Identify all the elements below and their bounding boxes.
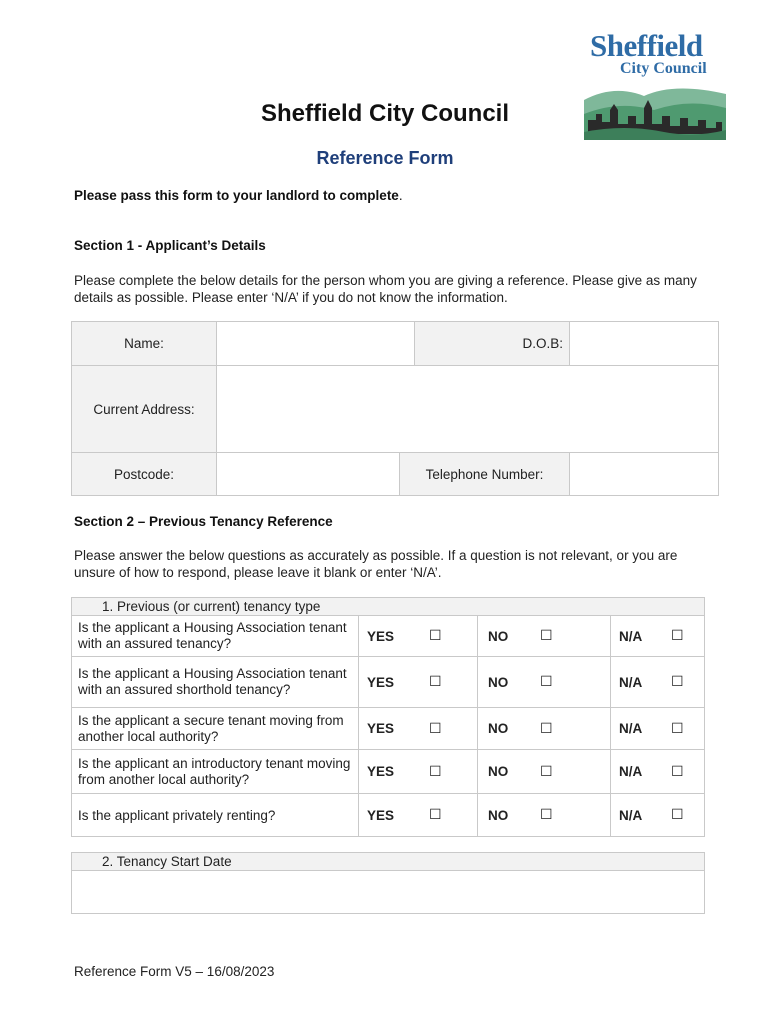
question-1: Is the applicant a Housing Association tenant with an assured tenancy? bbox=[72, 616, 359, 657]
table-row bbox=[72, 708, 705, 750]
no-label: NO bbox=[478, 708, 535, 750]
question-3: Is the applicant a secure tenant moving from another local authority? bbox=[72, 708, 359, 750]
dob-field[interactable] bbox=[570, 322, 719, 366]
yes-label: YES bbox=[359, 794, 424, 837]
no-checkbox-icon[interactable]: ☐ bbox=[534, 794, 611, 837]
na-checkbox-icon[interactable]: ☐ bbox=[665, 657, 705, 708]
section1-heading: Section 1 - Applicant’s Details bbox=[74, 238, 266, 253]
tenancy-start-table bbox=[71, 852, 705, 914]
question-4: Is the applicant an introductory tenant moving from another local authority? bbox=[72, 750, 359, 794]
yes-label: YES bbox=[359, 657, 424, 708]
no-checkbox-icon[interactable]: ☐ bbox=[534, 616, 611, 657]
na-checkbox-icon[interactable]: ☐ bbox=[665, 794, 705, 837]
yes-label: YES bbox=[359, 708, 424, 750]
na-label: N/A bbox=[611, 657, 666, 708]
intro-instruction-text: Please pass this form to your landlord to complete bbox=[74, 188, 399, 203]
table-row bbox=[72, 750, 705, 794]
telephone-field[interactable] bbox=[570, 453, 719, 496]
footer-version: Reference Form V5 – 16/08/2023 bbox=[74, 964, 275, 979]
intro-instruction-end: . bbox=[398, 188, 403, 203]
yes-checkbox-icon[interactable]: ☐ bbox=[423, 616, 478, 657]
question-5: Is the applicant privately renting? bbox=[72, 794, 359, 837]
postcode-field[interactable] bbox=[217, 453, 400, 496]
na-label: N/A bbox=[611, 616, 666, 657]
dob-label: D.O.B: bbox=[415, 322, 570, 366]
no-checkbox-icon[interactable]: ☐ bbox=[534, 750, 611, 794]
table-row bbox=[72, 616, 705, 657]
telephone-label: Telephone Number: bbox=[400, 453, 570, 496]
section2-heading: Section 2 – Previous Tenancy Reference bbox=[74, 514, 333, 529]
table-row bbox=[72, 794, 705, 837]
address-label: Current Address: bbox=[72, 366, 217, 453]
no-label: NO bbox=[478, 794, 535, 837]
q2-header: 2. Tenancy Start Date bbox=[72, 853, 705, 871]
yes-checkbox-icon[interactable]: ☐ bbox=[423, 657, 478, 708]
yes-checkbox-icon[interactable]: ☐ bbox=[423, 750, 478, 794]
no-checkbox-icon[interactable]: ☐ bbox=[534, 657, 611, 708]
applicant-details-table bbox=[71, 321, 719, 496]
tenancy-start-date-field[interactable] bbox=[72, 871, 705, 914]
na-checkbox-icon[interactable]: ☐ bbox=[665, 750, 705, 794]
tenancy-type-table bbox=[71, 597, 705, 837]
yes-label: YES bbox=[359, 616, 424, 657]
na-label: N/A bbox=[611, 708, 666, 750]
table-row bbox=[72, 657, 705, 708]
logo-text-city-council: City Council bbox=[620, 60, 707, 77]
name-label: Name: bbox=[72, 322, 217, 366]
na-checkbox-icon[interactable]: ☐ bbox=[665, 708, 705, 750]
na-label: N/A bbox=[611, 794, 666, 837]
address-field[interactable] bbox=[217, 366, 719, 453]
form-subtitle: Reference Form bbox=[316, 148, 454, 168]
na-label: N/A bbox=[611, 750, 666, 794]
name-field[interactable] bbox=[217, 322, 415, 366]
yes-checkbox-icon[interactable]: ☐ bbox=[423, 794, 478, 837]
logo-text-sheffield: Sheffield bbox=[590, 28, 703, 63]
postcode-label: Postcode: bbox=[72, 453, 217, 496]
section2-description: Please answer the below questions as accurately as possible. If a question is not relevant, or you are unsure of how to respond, please leave it blank or enter ‘N/A’. bbox=[74, 548, 678, 580]
no-checkbox-icon[interactable]: ☐ bbox=[534, 708, 611, 750]
yes-label: YES bbox=[359, 750, 424, 794]
question-2: Is the applicant a Housing Association tenant with an assured shorthold tenancy? bbox=[72, 657, 359, 708]
no-label: NO bbox=[478, 750, 535, 794]
section1-description: Please complete the below details for the person whom you are giving a reference. Please give as many details as possible. Please enter ‘N/A’ if you do not know the information. bbox=[74, 273, 697, 305]
q1-header: 1. Previous (or current) tenancy type bbox=[72, 598, 705, 616]
no-label: NO bbox=[478, 616, 535, 657]
na-checkbox-icon[interactable]: ☐ bbox=[665, 616, 705, 657]
no-label: NO bbox=[478, 657, 535, 708]
intro-instruction bbox=[74, 188, 403, 203]
page-title: Sheffield City Council bbox=[260, 100, 509, 127]
yes-checkbox-icon[interactable]: ☐ bbox=[423, 708, 478, 750]
